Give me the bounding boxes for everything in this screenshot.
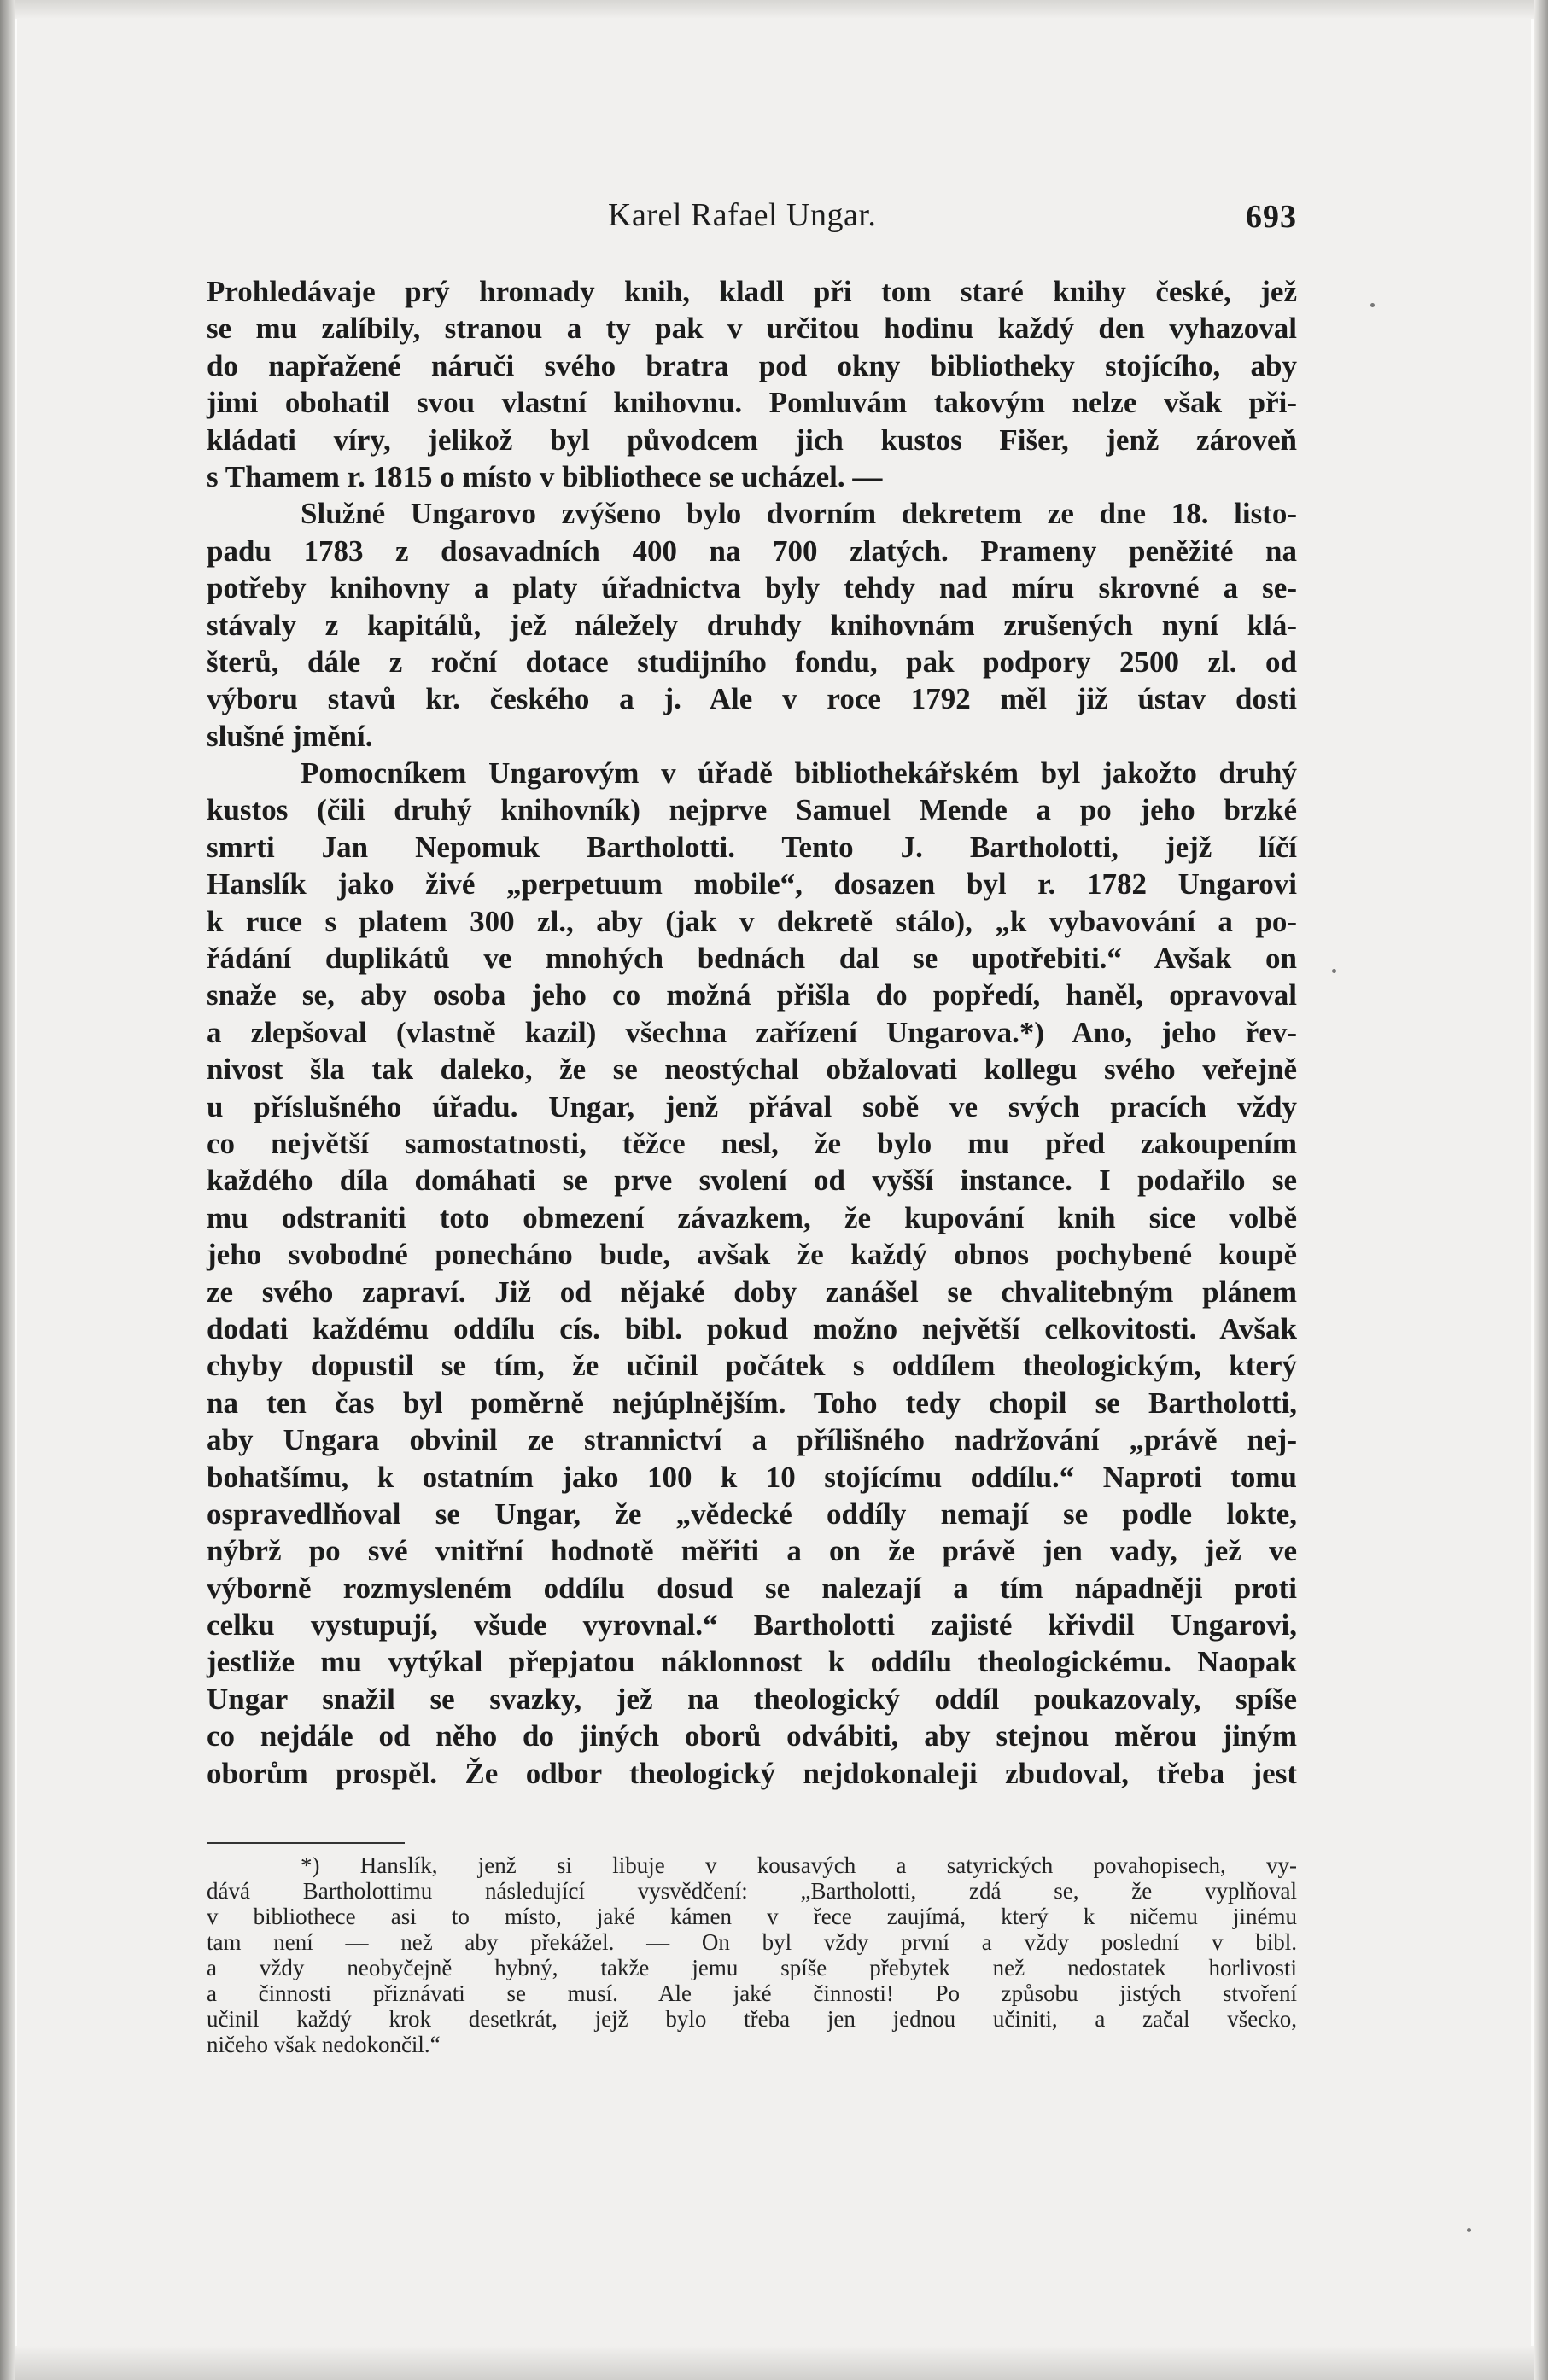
body-line: ze svého zapraví. Již od nějaké doby zanášel se chvalitebným plánem: [207, 1275, 1297, 1309]
body-line: k ruce s platem 300 zl., aby (jak v dekretě stálo), „k vybavování a po-: [207, 904, 1297, 938]
body-line: kládati víry, jelikož byl původcem jich kustos Fišer, jenž zároveň: [207, 423, 1297, 457]
scan-edge-left: [0, 0, 15, 2380]
body-line: ospravedlňoval se Ungar, že „vědecké oddíly nemají se podle lokte,: [207, 1496, 1297, 1531]
body-line: Ungar snažil se svazky, jež na theologický oddíl poukazovaly, spíše: [207, 1682, 1297, 1716]
running-header: [207, 196, 1297, 248]
body-line: s Thamem r. 1815 o místo v bibliothece se ucházel. —: [207, 459, 883, 493]
page-number: 693: [1246, 199, 1297, 235]
body-line: dodati každému oddílu cís. bibl. pokud možno největší celkovitosti. Avšak: [207, 1311, 1297, 1345]
footnote-line: ničeho však nedokončil.“: [207, 2032, 441, 2057]
body-line: mu odstraniti toto obmezení závazkem, že kupování knih sice volbě: [207, 1200, 1297, 1234]
speck: [1467, 2228, 1471, 2232]
body-line: aby Ungara obvinil ze strannictví a přílišného nadržování „právě nej-: [207, 1423, 1297, 1457]
body-line: bohatšímu, k ostatním jako 100 k 10 stojícímu oddílu.“ Naproti tomu: [207, 1460, 1297, 1494]
body-line: Prohledávaje prý hromady knih, kladl při tom staré knihy české, jež: [207, 275, 1297, 308]
body-line: a zlepšoval (vlastně kazil) všechna zařízení Ungarova.*) Ano, jeho řev-: [207, 1015, 1297, 1049]
body-line: slušné jmění.: [207, 719, 373, 753]
body-line: jeho svobodné ponecháno bude, avšak že každý obnos pochybené koupě: [207, 1238, 1297, 1272]
footnote-line: a činnosti přiznávati se musí. Ale jaké činnosti! Po způsobu jistých stvoření: [207, 1980, 1297, 2006]
body-line: řádání duplikátů ve mnohých bednách dal se upotřebiti.“ Avšak on: [207, 942, 1297, 976]
body-line: padu 1783 z dosavadních 400 na 700 zlatých. Prameny peněžité na: [207, 534, 1297, 568]
body-line: do napřažené náruči svého bratra pod okny bibliotheky stojícího, aby: [207, 348, 1297, 382]
speck: [1370, 303, 1375, 307]
body-line: výborně rozmysleném oddílu dosud se nalezají a tím nápadněji proti: [207, 1571, 1297, 1605]
scan-edge-right: [1534, 0, 1548, 2380]
footnote-line: dává Bartholottimu následující vysvědčení: „Bartholotti, zdá se, že vyplňoval: [207, 1878, 1297, 1904]
body-text: [207, 273, 1297, 1792]
body-line: snaže se, aby osoba jeho co možná přišla do popředí, haněl, opravoval: [207, 978, 1297, 1012]
body-line: jestliže mu vytýkal přepjatou náklonnost k oddílu theologickému. Naopak: [207, 1645, 1297, 1679]
body-line: co nejdále od něho do jiných oborů odvábiti, aby stejnou měrou jiným: [207, 1719, 1297, 1753]
body-line: jimi obohatil svou vlastní knihovnu. Pomluvám takovým nelze však při-: [207, 386, 1297, 420]
body-line: se mu zalíbily, stranou a ty pak v určitou hodinu každý den vyhazoval: [207, 312, 1297, 346]
scan-edge-top: [0, 0, 1548, 19]
body-line: co největší samostatnosti, těžce nesl, že bylo mu před zakoupením: [207, 1126, 1297, 1160]
body-line: výboru stavů kr. českého a j. Ale v roce 1792 měl již ústav dosti: [207, 682, 1297, 716]
body-line: potřeby knihovny a platy úřadnictva byly tehdy nad míru skrovné a se-: [207, 571, 1297, 605]
footnote-line: a vždy neobyčejně hybný, takže jemu spíše přebytek než nedostatek horlivosti: [207, 1955, 1297, 1980]
body-line: Služné Ungarovo zvýšeno bylo dvorním dekretem ze dne 18. listo-: [301, 497, 1297, 531]
footnote-line: tam není — než aby překážel. — On byl vždy první a vždy poslední v bibl.: [207, 1929, 1297, 1955]
body-line: nýbrž po své vnitřní hodnotě měřiti a on že právě jen vady, jež ve: [207, 1534, 1297, 1568]
body-line: kustos (čili druhý knihovník) nejprve Samuel Mende a po jeho brzké: [207, 793, 1297, 827]
footnote-separator: [207, 1842, 405, 1844]
body-line: na ten čas byl poměrně nejúplnějším. Toho tedy chopil se Bartholotti,: [207, 1385, 1297, 1420]
speck: [1332, 969, 1336, 973]
body-line: Pomocníkem Ungarovým v úřadě bibliothekářském byl jakožto druhý: [301, 756, 1297, 790]
body-line: Hanslík jako živé „perpetuum mobile“, dosazen byl r. 1782 Ungarovi: [207, 867, 1297, 901]
footnote-line: *) Hanslík, jenž si libuje v kousavých a satyrických povahopisech, vy-: [301, 1852, 1297, 1878]
scan-edge-bottom: [0, 2346, 1548, 2380]
footnote-line: učinil každý krok desetkrát, jejž bylo třeba jen jednou učiniti, a začal všecko,: [207, 2006, 1297, 2032]
body-line: šterů, dále z roční dotace studijního fondu, pak podpory 2500 zl. od: [207, 645, 1297, 679]
body-line: chyby dopustil se tím, že učinil počátek s oddílem theologickým, který: [207, 1349, 1297, 1383]
footnote: [207, 1852, 1297, 2057]
body-line: nivost šla tak daleko, že se neostýchal obžalovati kollegu svého veřejně: [207, 1053, 1297, 1087]
body-line: stávaly z kapitálů, jež náležely druhdy knihovnám zrušených nyní klá-: [207, 608, 1297, 642]
body-line: celku vystupují, všude vyrovnal.“ Bartholotti zajisté křivdil Ungarovi,: [207, 1608, 1297, 1642]
body-line: smrti Jan Nepomuk Bartholotti. Tento J. Bartholotti, jejž líčí: [207, 830, 1297, 864]
body-line: oborům prospěl. Že odbor theologický nejdokonaleji zbudoval, třeba jest: [207, 1756, 1297, 1790]
footnote-line: v bibliothece asi to místo, jaké kámen v řece zaujímá, který k ničemu jinému: [207, 1904, 1297, 1929]
running-head-title: Karel Rafael Ungar.: [608, 197, 877, 233]
body-line: každého díla domáhati se prve svolení od vyšší instance. I podařilo se: [207, 1164, 1297, 1198]
body-line: u příslušného úřadu. Ungar, jenž přával sobě ve svých pracích vždy: [207, 1089, 1297, 1123]
